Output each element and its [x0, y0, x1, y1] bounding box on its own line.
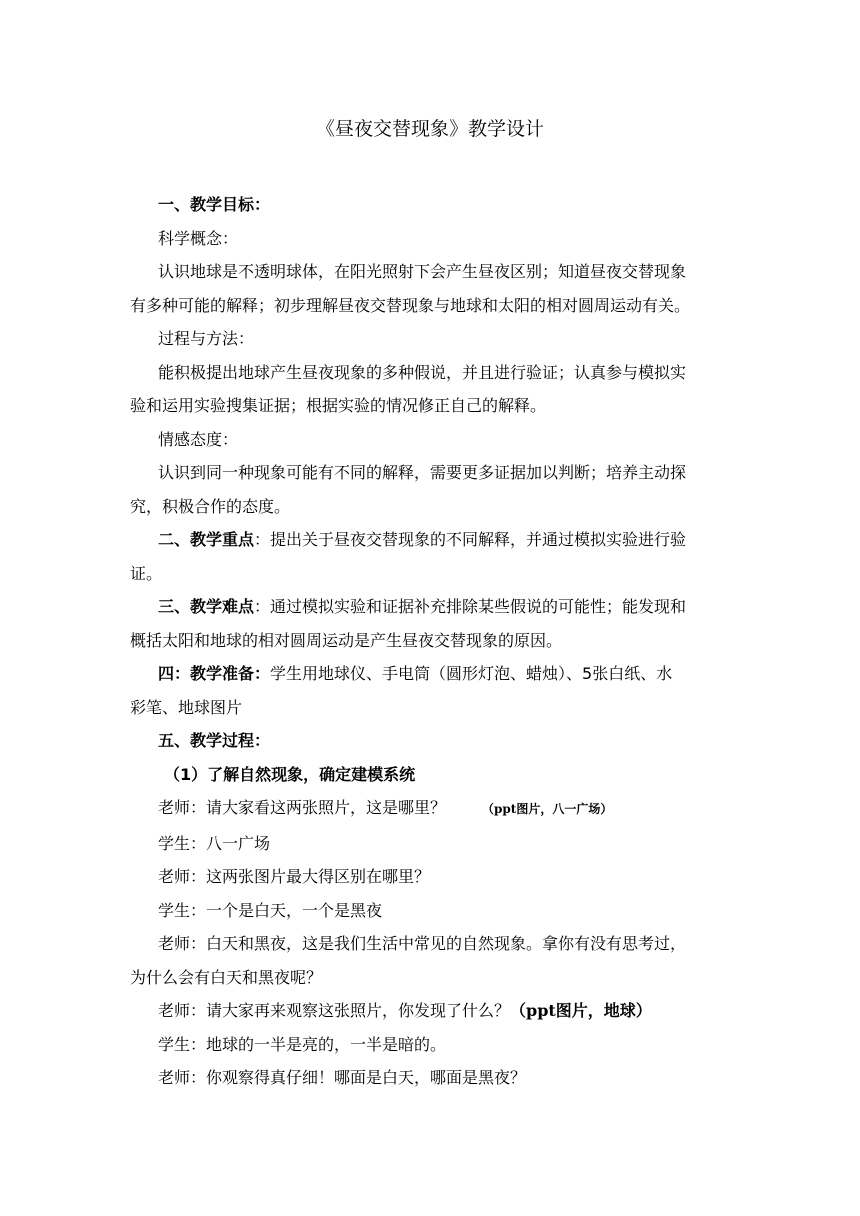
- difficulties-text-line: 概括太阳和地球的相对圆周运动是产生昼夜交替现象的原因。: [130, 630, 563, 650]
- attitude-text-line: 认识到同一种现象可能有不同的解释，需要更多证据加以判断；培养主动探: [158, 463, 687, 482]
- step-heading: （1）了解自然现象，确定建模系统: [164, 764, 416, 784]
- process-text-line: 验和运用实验搜集证据；根据实验的情况修正自己的解释。: [130, 396, 547, 415]
- dialogue-line: 学生：一个是白天，一个是黑夜: [158, 900, 383, 920]
- dialogue-line: 为什么会有白天和黑夜呢？: [130, 967, 323, 987]
- dialogue-line: 老师：白天和黑夜，这是我们生活中常见的自然现象。拿你有没有思考过，: [158, 934, 687, 953]
- dialogue-note: （ppt图片，八一广场）: [482, 802, 613, 816]
- dialogue-line: 老师：你观察得真仔细！哪面是白天，哪面是黑夜？: [158, 1068, 527, 1087]
- preparation-text: 学生用地球仪、手电筒（圆形灯泡、蜡烛）、5张白纸、水: [270, 664, 673, 683]
- preparation-text-line: 彩笔、地球图片: [130, 697, 243, 717]
- difficulties-text: ：通过模拟实验和证据补充排除某些假说的可能性；能发现和: [254, 597, 687, 616]
- key-points-text: ：提出关于昼夜交替现象的不同解释，并通过模拟实验进行验: [254, 530, 687, 549]
- difficulties-paragraph: [130, 590, 730, 624]
- process-label: 过程与方法：: [158, 329, 255, 348]
- attitude-label: 情感态度：: [158, 429, 239, 449]
- dialogue-line: 学生：地球的一半是亮的，一半是暗的。: [158, 1034, 447, 1054]
- document-title: 《昼夜交替现象》教学设计: [315, 118, 544, 140]
- key-points-text-line: 证。: [130, 563, 163, 583]
- section-heading-process: 五、教学过程：: [158, 731, 271, 750]
- dialogue-text: 老师：请大家看这两张照片，这是哪里？: [158, 798, 447, 817]
- dialogue-line: 老师：这两张图片最大得区别在哪里？: [158, 867, 431, 886]
- concept-text-line: 有多种可能的解释；初步理解昼夜交替现象与地球和太阳的相对圆周运动有关。: [130, 295, 691, 315]
- preparation-paragraph: [130, 657, 730, 691]
- dialogue-note: （ppt图片，地球）: [510, 1001, 652, 1020]
- concept-label: 科学概念：: [158, 228, 239, 248]
- dialogue-line: 学生：八一广场: [158, 833, 271, 853]
- section-heading-objectives: 一、教学目标：: [158, 195, 271, 214]
- dialogue-line: [130, 791, 730, 827]
- document-body: [130, 188, 730, 1095]
- attitude-text-line: 究，积极合作的态度。: [130, 496, 291, 516]
- dialogue-line: [130, 994, 730, 1028]
- concept-text-line: 认识地球是不透明球体，在阳光照射下会产生昼夜区别；知道昼夜交替现象: [158, 262, 687, 281]
- section-heading-preparation: 四：教学准备：: [158, 664, 271, 683]
- process-text-line: 能积极提出地球产生昼夜现象的多种假说，并且进行验证；认真参与模拟实: [158, 362, 687, 382]
- key-points-paragraph: [130, 523, 730, 557]
- section-heading-key-points: 二、教学重点: [158, 530, 255, 549]
- dialogue-text: 老师：请大家再来观察这张照片，你发现了什么？: [158, 1001, 511, 1020]
- section-heading-difficulties: 三、教学难点: [158, 597, 255, 616]
